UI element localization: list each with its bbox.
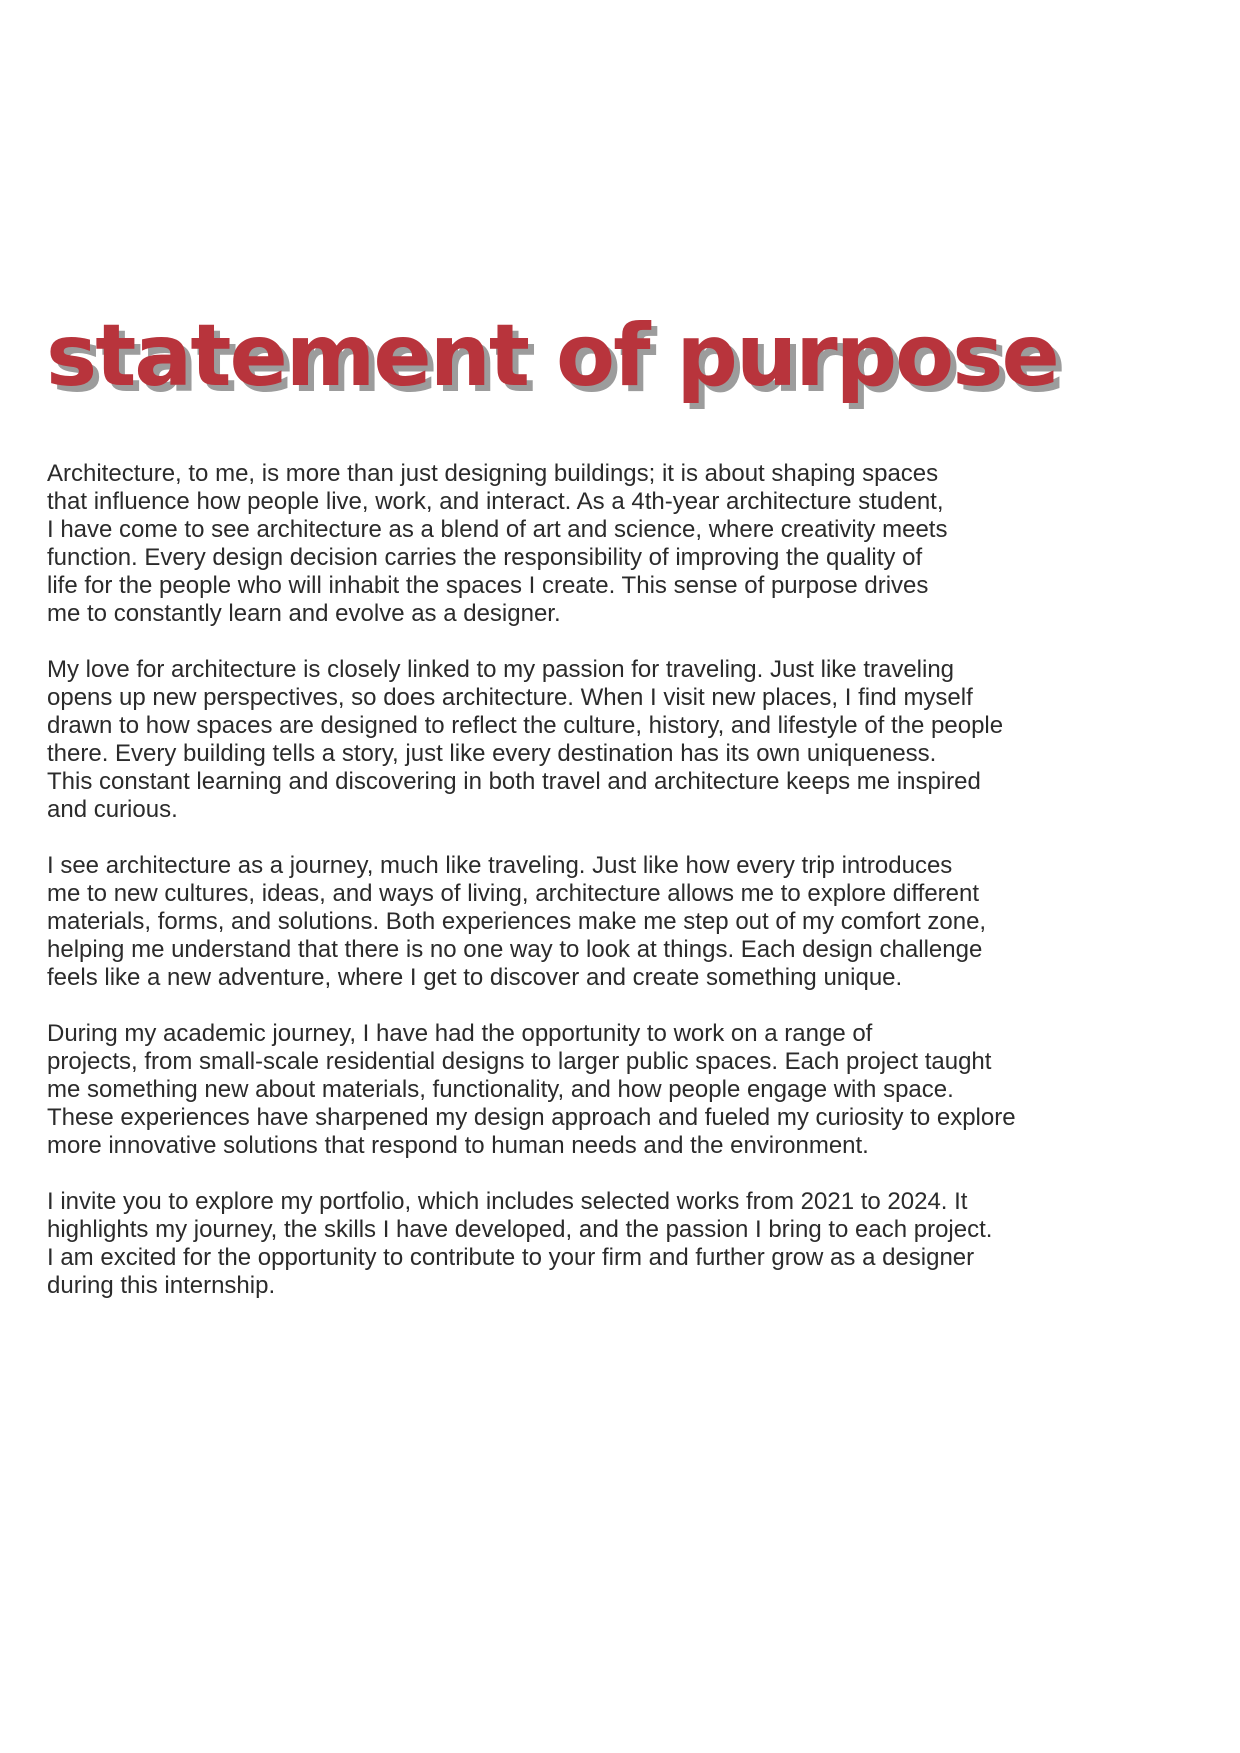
text-line: This constant learning and discovering in both travel and architecture keeps me inspired xyxy=(47,768,981,795)
paragraph-2 xyxy=(47,656,1187,824)
text-line: during this internship. xyxy=(47,1272,276,1299)
text-line: My love for architecture is closely linked to my passion for traveling. Just like traveling xyxy=(47,656,955,683)
text-line: highlights my journey, the skills I have developed, and the passion I bring to each project. xyxy=(47,1216,993,1243)
text-line: and curious. xyxy=(47,796,178,823)
text-line: feels like a new adventure, where I get to discover and create something unique. xyxy=(47,964,903,991)
text-line: life for the people who will inhabit the spaces I create. This sense of purpose drives xyxy=(47,572,929,599)
text-line: I see architecture as a journey, much like traveling. Just like how every trip introduces xyxy=(47,852,953,879)
paragraph-5 xyxy=(47,1188,1187,1300)
text-line: projects, from small-scale residential designs to larger public spaces. Each project taught xyxy=(47,1048,992,1075)
text-line: there. Every building tells a story, just like every destination has its own uniqueness. xyxy=(47,740,937,767)
paragraph-4 xyxy=(47,1020,1187,1160)
text-line: that influence how people live, work, and interact. As a 4th-year architecture student, xyxy=(47,488,944,515)
text-line: helping me understand that there is no one way to look at things. Each design challenge xyxy=(47,936,983,963)
text-line: drawn to how spaces are designed to reflect the culture, history, and lifestyle of the people xyxy=(47,712,1004,739)
paragraph-3 xyxy=(47,852,1187,992)
text-line: I am excited for the opportunity to contribute to your firm and further grow as a designer xyxy=(47,1244,975,1271)
statement-body xyxy=(47,460,1187,1328)
text-line: me something new about materials, functionality, and how people engage with space. xyxy=(47,1076,954,1103)
text-line: more innovative solutions that respond to human needs and the environment. xyxy=(47,1132,869,1159)
text-line: function. Every design decision carries the responsibility of improving the quality of xyxy=(47,544,923,571)
text-line: I invite you to explore my portfolio, which includes selected works from 2021 to 2024. It xyxy=(47,1188,968,1215)
page-title: statement of purpose xyxy=(46,306,1058,406)
text-line: These experiences have sharpened my design approach and fueled my curiosity to explore xyxy=(47,1104,1016,1131)
paragraph-1 xyxy=(47,460,1187,628)
text-line: During my academic journey, I have had the opportunity to work on a range of xyxy=(47,1020,873,1047)
text-line: me to new cultures, ideas, and ways of living, architecture allows me to explore different xyxy=(47,880,980,907)
text-line: I have come to see architecture as a blend of art and science, where creativity meets xyxy=(47,516,948,543)
text-line: me to constantly learn and evolve as a designer. xyxy=(47,600,561,627)
text-line: Architecture, to me, is more than just designing buildings; it is about shaping spaces xyxy=(47,460,939,487)
text-line: materials, forms, and solutions. Both experiences make me step out of my comfort zone, xyxy=(47,908,987,935)
text-line: opens up new perspectives, so does architecture. When I visit new places, I find myself xyxy=(47,684,973,711)
